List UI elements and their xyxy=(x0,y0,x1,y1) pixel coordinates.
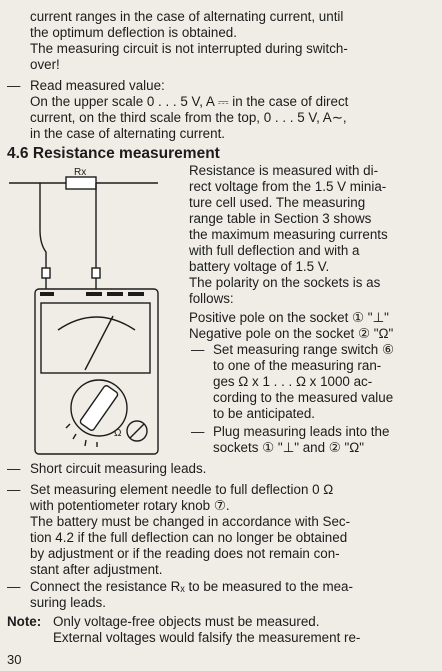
step-line: by adjustment or if the reading does not remain con- xyxy=(30,546,340,561)
step-line: tion 4.2 if the full deflection can no longer be obtained xyxy=(30,530,348,545)
substep-line: sockets ① "⊥" and ② "Ω" xyxy=(213,440,365,455)
socket-3 xyxy=(107,292,123,296)
substep-line: ges Ω x 1 . . . Ω x 1000 ac- xyxy=(213,374,373,389)
step-dash: — xyxy=(7,579,21,594)
intro-line: over! xyxy=(30,57,60,72)
right-col-line: battery voltage of 1.5 V. xyxy=(189,259,330,274)
page-number: 30 xyxy=(7,652,22,667)
read-step-line: Read measured value: xyxy=(30,78,165,93)
meter-scale-arc xyxy=(58,317,135,330)
plug-right xyxy=(92,268,100,278)
section-title: Resistance measurement xyxy=(32,145,220,162)
substep-line: cording to the measured value xyxy=(213,390,394,405)
intro-line: current ranges in the case of alternating current, until xyxy=(30,9,344,24)
right-col-line: follows: xyxy=(189,291,234,306)
note-label: Note: xyxy=(7,614,42,629)
section-number: 4.6 xyxy=(7,145,29,162)
step-line: with potentiometer rotary knob ⑦. xyxy=(30,498,230,513)
note-line: Only voltage-free objects must be measured. xyxy=(53,614,320,629)
socket-4 xyxy=(128,292,144,296)
step-line: stant after adjustment. xyxy=(30,562,163,577)
substep-line: Set measuring range switch ⑥ xyxy=(213,342,394,357)
step-line: The battery must be changed in accordance with Sec- xyxy=(30,514,351,529)
right-col-line: rect voltage from the 1.5 V minia- xyxy=(189,179,387,194)
right-col-line: the maximum measuring currents xyxy=(189,227,388,242)
polarity-positive: Positive pole on the socket ① "⊥" xyxy=(189,310,389,325)
right-col-line: The polarity on the sockets is as xyxy=(189,275,381,290)
right-col-line: Resistance is measured with di- xyxy=(189,163,379,178)
polarity-negative: Negative pole on the socket ② "Ω" xyxy=(189,326,394,341)
step-line: suring leads. xyxy=(30,595,106,610)
step-line: Short circuit measuring leads. xyxy=(30,461,207,476)
right-col-line: with full deflection and with a xyxy=(189,243,360,258)
right-col-line: ture cell used. The measuring xyxy=(189,195,366,210)
step-dash: — xyxy=(7,461,21,476)
read-step-line: in the case of alternating current. xyxy=(30,126,226,141)
intro-line: The measuring circuit is not interrupted during switch- xyxy=(30,41,348,56)
dial-label: Ω xyxy=(114,428,122,439)
substep-line: Plug measuring leads into the xyxy=(213,424,390,439)
plug-left xyxy=(42,268,50,278)
lead-left xyxy=(40,183,46,268)
step-dash: — xyxy=(191,424,205,439)
socket-2 xyxy=(86,292,102,296)
intro-line: the optimum deflection is obtained. xyxy=(30,25,237,40)
step-dash: — xyxy=(7,482,21,497)
socket-1 xyxy=(40,292,54,296)
step-line: Set measuring element needle to full deflection 0 Ω xyxy=(30,482,334,497)
step-dash: — xyxy=(191,342,205,357)
substep-line: to be anticipated. xyxy=(213,406,315,421)
read-step-line: On the upper scale 0 . . . 5 V, A ⎓ in the case of direct xyxy=(30,94,349,109)
step-dash: — xyxy=(7,78,21,93)
step-line: Connect the resistance Rₓ to be measured to the mea- xyxy=(30,579,353,594)
note-line: External voltages would falsify the measurement re- xyxy=(53,630,361,645)
range-switch-knob xyxy=(79,385,118,432)
meter-needle xyxy=(85,316,113,370)
substep-line: to one of the measuring ran- xyxy=(213,358,382,373)
read-step-line: current, on the third scale from the top, 0 . . . 5 V, A∼, xyxy=(30,110,347,125)
resistor-rx xyxy=(66,177,96,189)
right-col-line: range table in Section 3 shows xyxy=(189,211,372,226)
resistor-label: Rx xyxy=(74,167,87,178)
meter-window xyxy=(41,303,150,373)
